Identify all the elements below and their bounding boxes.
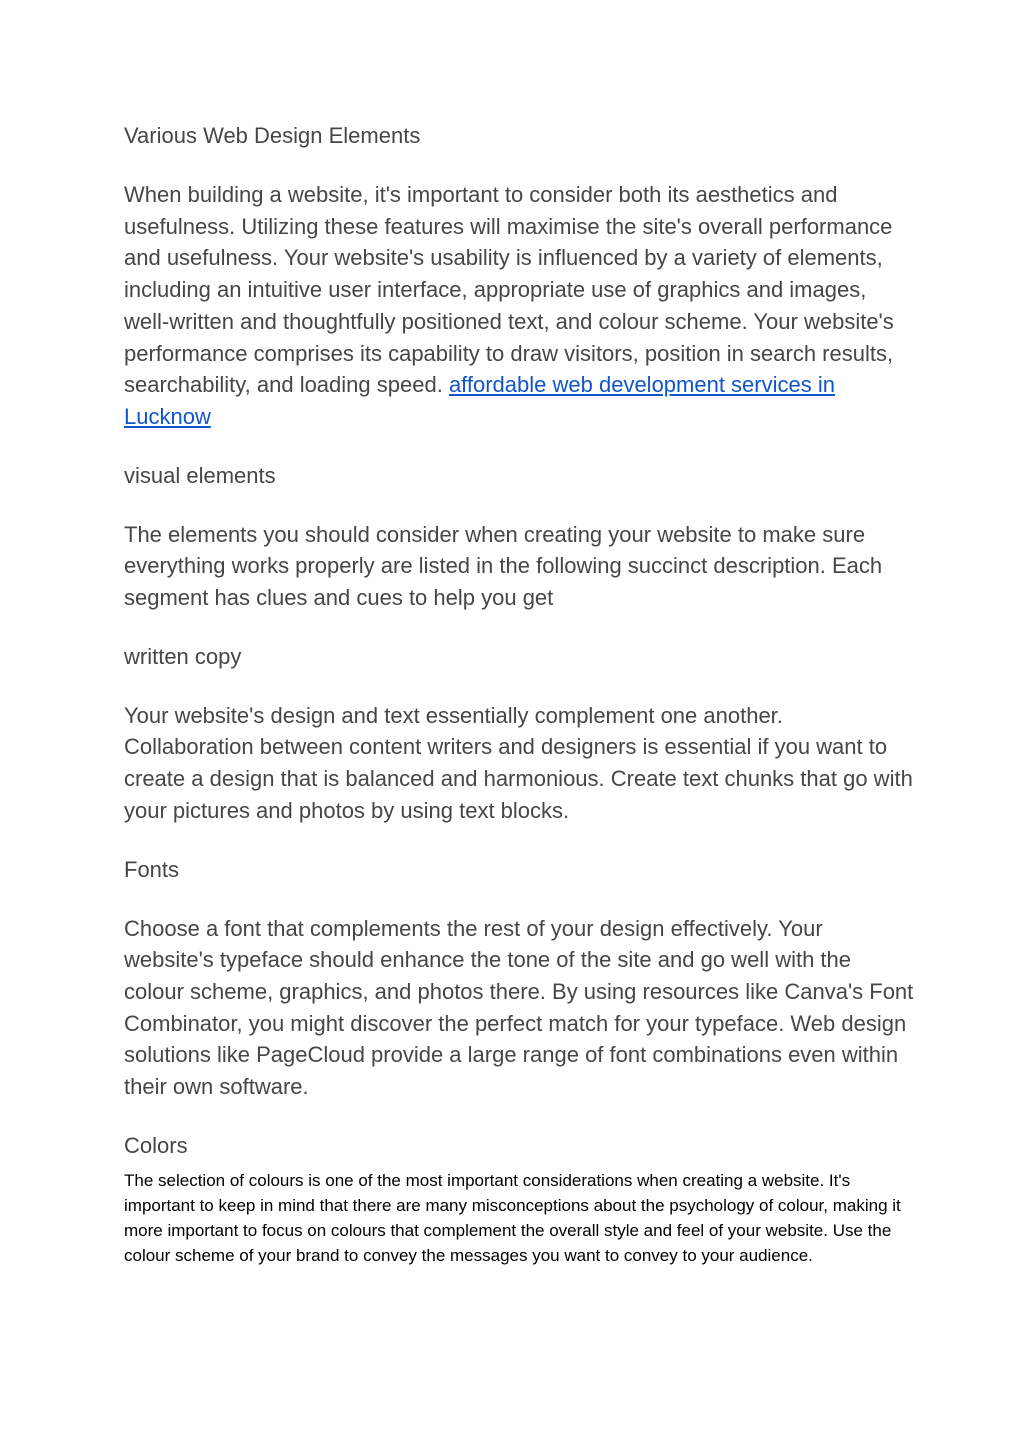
document-title: Various Web Design Elements bbox=[124, 123, 421, 148]
visual-elements-heading: visual elements bbox=[124, 462, 276, 488]
colors-paragraph: The selection of colours is one of the most important considerations when creating a website. It's important to keep in mind that there are many misconceptions about the psychology of colour, making it more important to focus on colours that complement the overall style and feel of your website. Use the colour scheme of your brand to convey the messages you want to convey to your audience. bbox=[124, 1170, 901, 1265]
written-copy-paragraph: Your website's design and text essentially complement one another. Collaboration between content writers and designers is essential if you want to create a design that is balanced and harmonious. Create text chunks that go with your pictures and photos by using text blocks. bbox=[124, 702, 913, 823]
fonts-paragraph: Choose a font that complements the rest of your design effectively. Your website's typeface should enhance the tone of the site and go well with the colour scheme, graphics, and photos there. By using resources like Canva's Font Combinator, you might discover the perfect match for your typeface. Web design solutions like PageCloud provide a large range of font combinations even within their own software. bbox=[124, 915, 914, 1100]
web-development-link[interactable]: affordable web development services in Lucknow bbox=[124, 372, 835, 429]
document-page bbox=[124, 120, 914, 1268]
fonts-heading: Fonts bbox=[124, 856, 180, 882]
written-copy-heading: written copy bbox=[124, 643, 242, 669]
colors-heading: Colors bbox=[124, 1132, 188, 1158]
intro-paragraph bbox=[124, 179, 914, 433]
visual-elements-paragraph: The elements you should consider when creating your website to make sure everything works properly are listed in the following succinct description. Each segment has clues and cues to help you get bbox=[124, 521, 883, 611]
intro-text: When building a website, it's important to consider both its aesthetics and usefulness. Utilizing these features will maximise the site's overall performance and usefulness. Your website's usability is influenced by a variety of elements, including an intuitive user interface, appropriate use of graphics and images, well-written and thoughtfully positioned text, and colour scheme. Your website's performance comprises its capability to draw visitors, position in search results, searchability, and loading speed. bbox=[124, 182, 894, 398]
